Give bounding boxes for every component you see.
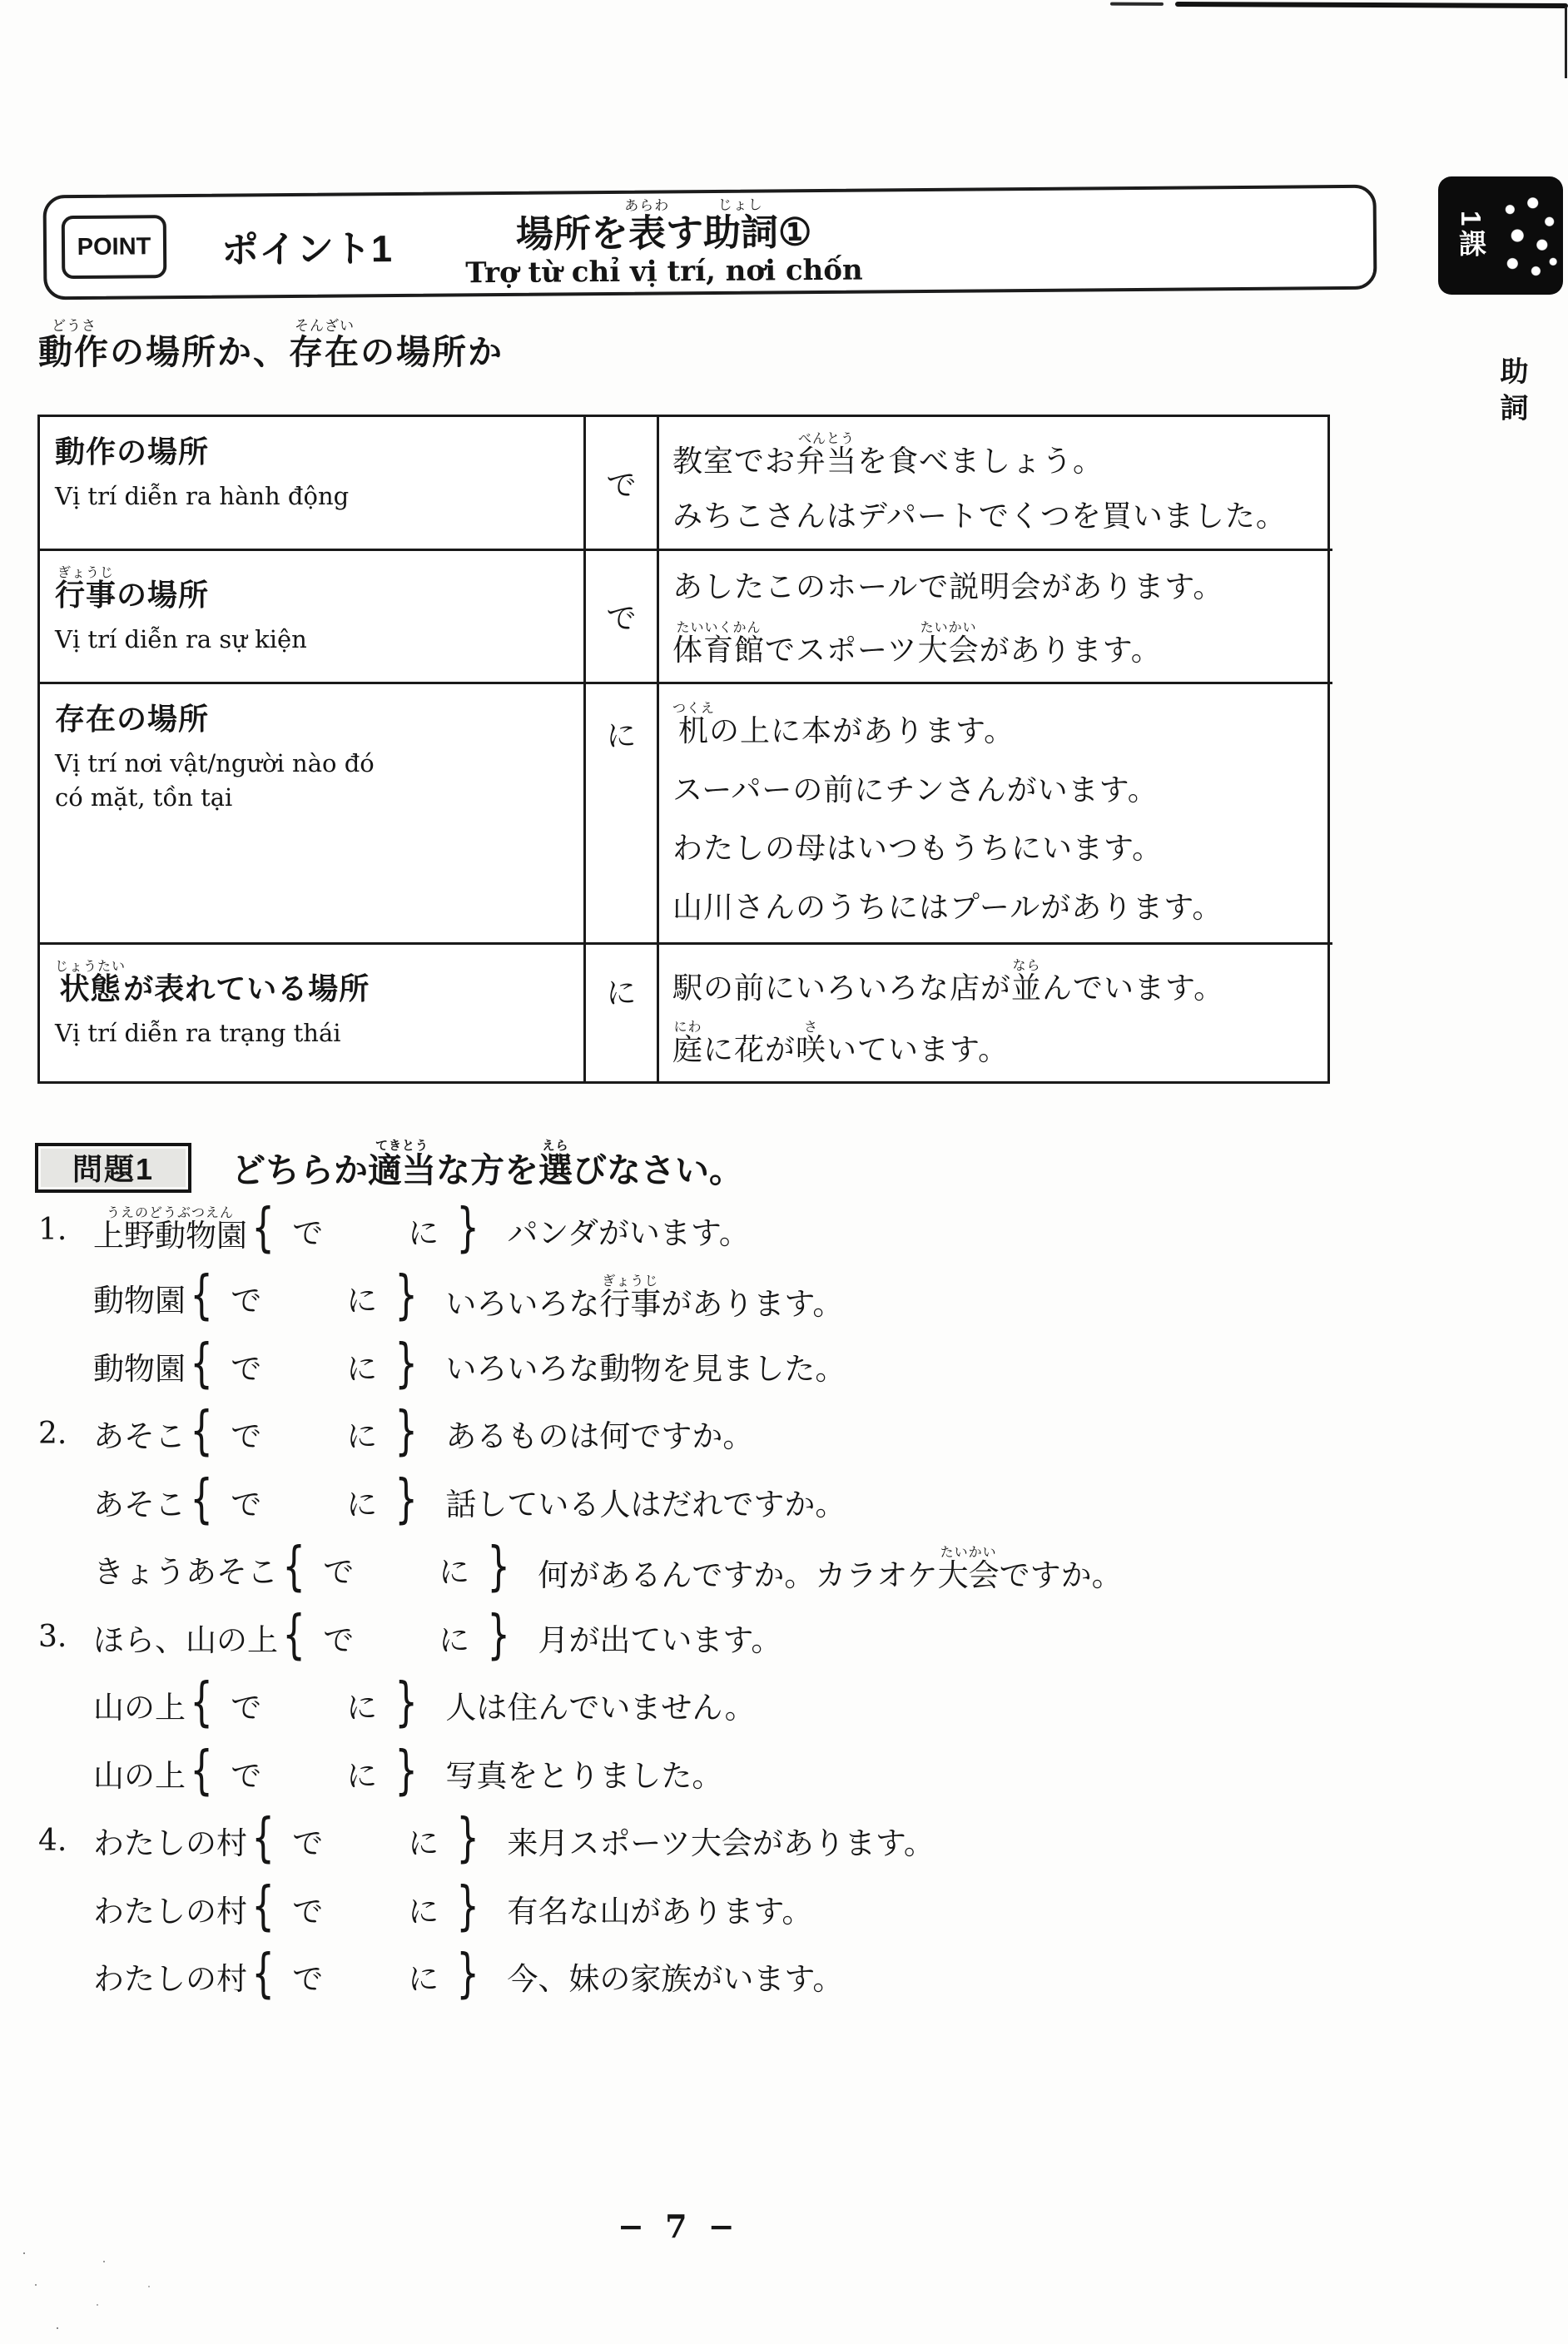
scan-artifact-top <box>1175 2 1568 8</box>
open-brace: { <box>190 1400 213 1462</box>
line-suffix: 月が出ています。 <box>538 1621 782 1658</box>
open-brace: { <box>190 1671 213 1733</box>
open-brace: { <box>251 1807 275 1869</box>
particle: に <box>606 719 637 753</box>
exercise-line <box>38 1807 1453 1875</box>
line-suffix: 何があるんですか。カラオケ大会たいかいですか。 <box>538 1543 1123 1593</box>
line-prefix: 山の上 <box>93 1757 186 1794</box>
close-brace: } <box>394 1468 419 1530</box>
point-title: 場所を表あらわす助詞じょし① <box>515 196 812 256</box>
open-brace: { <box>190 1264 213 1326</box>
line-suffix: いろいろな行事ぎょうじがあります。 <box>445 1272 844 1322</box>
particle: に <box>606 976 637 1011</box>
scan-speckles <box>23 2252 25 2254</box>
line-prefix: 動物園 <box>93 1283 186 1319</box>
exercise-header <box>35 1139 743 1197</box>
exercise-line <box>38 1875 1453 1943</box>
tab-texture <box>1499 189 1561 282</box>
exercise-list <box>38 1196 1453 2010</box>
line-number: 2. <box>38 1416 67 1451</box>
cell-type <box>40 549 583 682</box>
type-vietnamese: Vị trí diễn ra sự kiện <box>55 625 307 654</box>
cell-particle <box>583 682 657 942</box>
lesson-tab <box>1438 176 1563 295</box>
close-brace: } <box>394 1264 419 1326</box>
close-brace: } <box>456 1197 480 1259</box>
open-brace: { <box>190 1468 213 1530</box>
open-brace: { <box>251 1197 275 1259</box>
point-badge <box>62 215 167 279</box>
exercise-line <box>38 1943 1453 2011</box>
particle: で <box>606 468 637 503</box>
example-sentence: みちこさんはデパートでくつを買いました。 <box>672 499 1287 534</box>
line-prefix: ほら、山の上 <box>93 1621 278 1658</box>
cell-examples <box>657 682 1332 942</box>
particle-choice-de: で <box>231 1486 262 1522</box>
line-suffix: パンダがいます。 <box>507 1214 750 1251</box>
line-suffix: あるものは何ですか。 <box>445 1418 754 1455</box>
particle-choice-ni: に <box>346 1418 378 1455</box>
line-prefix: 動物園 <box>93 1350 186 1387</box>
point-number-label: ポイント1 <box>221 226 393 271</box>
lesson-tab-label: 1課 <box>1456 211 1486 261</box>
line-prefix: あそこ <box>93 1418 186 1455</box>
close-brace: } <box>456 1807 480 1869</box>
line-suffix: いろいろな動物を見ました。 <box>445 1350 846 1387</box>
particle-choice-de: で <box>292 1893 324 1929</box>
cell-examples <box>657 549 1332 682</box>
exercise-line <box>38 1332 1453 1400</box>
particle-choice-ni: に <box>408 1961 439 1998</box>
close-brace: } <box>456 1943 480 2004</box>
example-sentence: 体育館たいいくかんでスポーツ大会たいかいがあります。 <box>672 618 1162 668</box>
exercise-line <box>38 1739 1453 1807</box>
particle-choice-ni: に <box>408 1893 439 1929</box>
point-header-box <box>43 185 1377 300</box>
exercise-line <box>38 1536 1453 1604</box>
line-suffix: 来月スポーツ大会があります。 <box>507 1825 935 1862</box>
particle-choice-de: で <box>231 1283 262 1319</box>
page-number: − 7 − <box>618 2207 740 2245</box>
type-japanese: 状態じょうたいが表れている場所 <box>55 958 370 1006</box>
line-number: 1. <box>38 1213 67 1248</box>
particle-choice-ni: に <box>408 1214 439 1251</box>
line-suffix: 写真をとりました。 <box>445 1757 723 1794</box>
particle-choice-de: で <box>292 1214 324 1251</box>
exercise-instruction: どちらか適当てきとうな方を選えらびなさい。 <box>231 1139 743 1189</box>
line-suffix: 話している人はだれですか。 <box>445 1486 846 1522</box>
chapter-side-label: 助詞 <box>1495 356 1528 430</box>
open-brace: { <box>251 1943 275 2004</box>
exercise-badge-label: 問題1 <box>72 1152 155 1187</box>
cell-type <box>40 942 583 1081</box>
cell-particle <box>583 417 657 549</box>
line-suffix: 今、妹の家族がいます。 <box>507 1961 844 1998</box>
type-japanese: 存在の場所 <box>55 702 210 737</box>
line-number: 4. <box>38 1823 67 1858</box>
close-brace: } <box>394 1740 419 1801</box>
exercise-line <box>38 1196 1453 1264</box>
exercise-line <box>38 1671 1453 1740</box>
particle-choice-ni: に <box>439 1621 470 1658</box>
particle-choice-ni: に <box>346 1690 378 1726</box>
line-prefix: きょうあそこ <box>93 1554 278 1591</box>
section-heading: 動作どうさの場所か、存在そんざいの場所か <box>38 318 504 372</box>
example-sentence: あしたこのホールで説明会があります。 <box>672 570 1224 605</box>
close-brace: } <box>487 1604 511 1666</box>
cell-type <box>40 682 583 942</box>
particle-choice-de: で <box>231 1757 262 1794</box>
type-vietnamese: có mặt, tồn tại <box>55 783 233 812</box>
open-brace: { <box>251 1875 275 1937</box>
particle-choice-de: で <box>292 1961 324 1998</box>
line-prefix: 山の上 <box>93 1690 186 1726</box>
open-brace: { <box>190 1333 213 1394</box>
line-number: 3. <box>38 1620 67 1655</box>
particle-choice-ni: に <box>408 1825 439 1862</box>
close-brace: } <box>456 1875 480 1937</box>
particle-choice-de: で <box>231 1350 262 1387</box>
cell-particle <box>583 549 657 682</box>
example-sentence: 山川さんのうちにはプールがあります。 <box>672 890 1223 925</box>
line-prefix: 上野動物園うえのどうぶつえん <box>93 1204 247 1254</box>
particle-choice-ni: に <box>346 1757 378 1794</box>
example-sentence: 机つくえの上に本があります。 <box>672 700 1015 749</box>
type-vietnamese: Vị trí nơi vật/người nào đó <box>55 749 375 778</box>
example-sentence: 教室でお弁当べんとうを食べましょう。 <box>672 430 1104 479</box>
grammar-table <box>37 415 1330 1084</box>
open-brace: { <box>282 1536 305 1597</box>
particle-choice-ni: に <box>346 1350 378 1387</box>
point-titles <box>465 196 863 290</box>
example-sentence: 庭にわに花が咲さいています。 <box>672 1019 1010 1068</box>
particle-choice-de: で <box>323 1554 355 1591</box>
line-prefix: あそこ <box>93 1486 186 1522</box>
cell-type <box>40 417 583 549</box>
exercise-line <box>38 1467 1453 1536</box>
line-prefix: わたしの村 <box>93 1825 247 1862</box>
cell-examples <box>657 942 1332 1081</box>
close-brace: } <box>394 1671 419 1733</box>
exercise-line <box>38 1400 1453 1468</box>
close-brace: } <box>487 1536 511 1597</box>
line-suffix: 有名な山があります。 <box>507 1893 813 1929</box>
particle: で <box>606 602 637 636</box>
particle-choice-ni: に <box>346 1283 378 1319</box>
point-badge-label: POINT <box>77 232 151 261</box>
open-brace: { <box>282 1604 305 1666</box>
close-brace: } <box>394 1333 419 1394</box>
type-vietnamese: Vị trí diễn ra trạng thái <box>55 1019 341 1048</box>
example-sentence: 駅の前にいろいろな店が並ならんでいます。 <box>672 956 1225 1006</box>
line-prefix: わたしの村 <box>93 1961 247 1998</box>
particle-choice-ni: に <box>439 1554 470 1591</box>
exercise-line <box>38 1603 1453 1671</box>
particle-choice-de: で <box>323 1621 355 1658</box>
type-vietnamese: Vị trí diễn ra hành động <box>55 482 350 511</box>
open-brace: { <box>190 1740 213 1801</box>
particle-choice-de: で <box>231 1690 262 1726</box>
line-prefix: わたしの村 <box>93 1893 247 1929</box>
close-brace: } <box>394 1400 419 1462</box>
cell-examples <box>657 417 1332 549</box>
exercise-line <box>38 1264 1453 1333</box>
exercise-badge <box>35 1143 191 1193</box>
type-japanese: 動作の場所 <box>55 435 210 469</box>
point-subtitle-vietnamese: Trợ từ chỉ vị trí, nơi chốn <box>465 253 863 291</box>
type-japanese: 行事ぎょうじの場所 <box>55 564 210 613</box>
scan-artifact-right <box>1565 7 1567 78</box>
particle-choice-ni: に <box>346 1486 378 1522</box>
example-sentence: わたしの母はいつもうちにいます。 <box>672 832 1164 867</box>
line-suffix: 人は住んでいません。 <box>445 1690 756 1726</box>
particle-choice-de: で <box>292 1825 324 1862</box>
cell-particle <box>583 942 657 1081</box>
example-sentence: スーパーの前にチンさんがいます。 <box>672 772 1159 807</box>
particle-choice-de: で <box>231 1418 262 1455</box>
